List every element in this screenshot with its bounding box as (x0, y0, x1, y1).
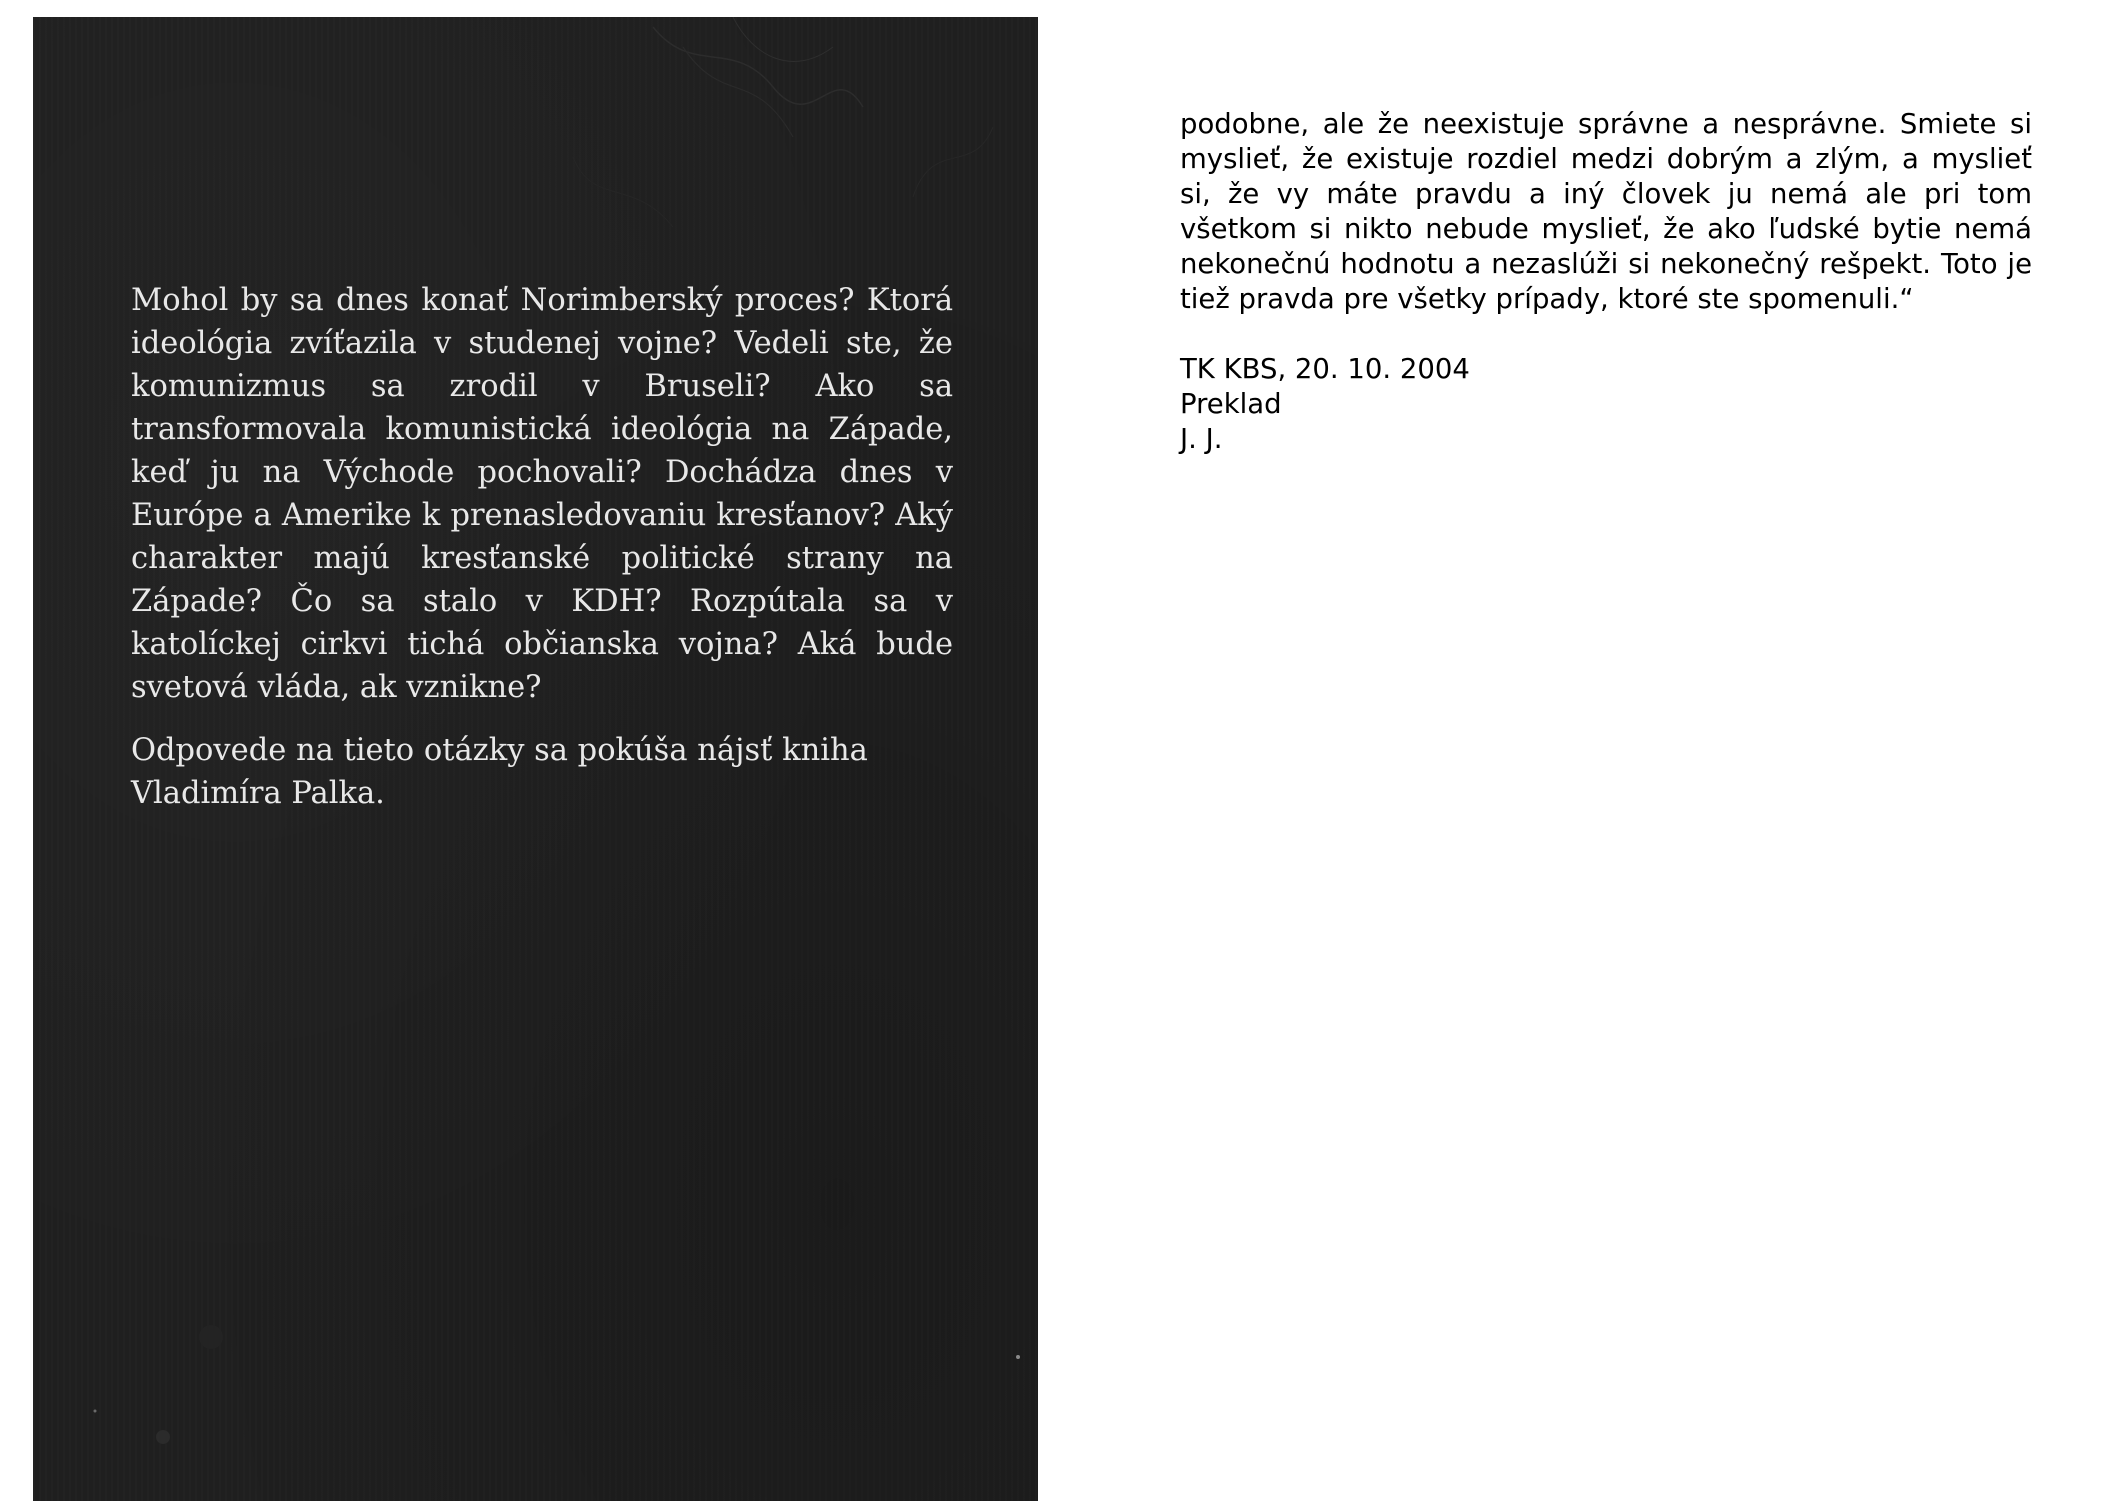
translation-note: Preklad (1180, 388, 1282, 420)
document-text (1180, 107, 2032, 457)
cover-blurb (131, 279, 953, 835)
book-back-cover (33, 17, 1038, 1501)
document-paragraph: podobne, ale že neexistuje správne a nesprávne. Smiete si myslieť, že existuje rozdiel medzi dobrým a zlým, a myslieť si, že vy máte pravdu a iný človek ju nemá ale pri tom všetkom si nikto nebude myslieť, že ako ľudské bytie nemá nekonečnú hodnotu a nezaslúži si nekonečný rešpekt. Toto je tiež pravda pre všetky prípady, ktoré ste spomenuli.“ (1180, 108, 2032, 315)
cover-blurb-questions: Mohol by sa dnes konať Norimberský proces? Ktorá ideológia zvíťazila v studenej vojne? Vedeli ste, že komunizmus sa zrodil v Bruseli? Ako sa transformovala komunistická ideológia na Západe, keď ju na Východe pochovali? Dochádza dnes v Európe a Amerike k prenasledovaniu kresťanov? Aký charakter majú kresťanské politické strany na Západe? Čo sa stalo v KDH? Rozpútala sa v katolíckej cirkvi tichá občianska vojna? Aká bude svetová vláda, ak vznikne? (131, 283, 953, 705)
document-signature (1180, 352, 2032, 457)
source-line: TK KBS, 20. 10. 2004 (1180, 353, 1470, 385)
translator-initials: J. J. (1180, 423, 1223, 455)
cover-blurb-answer: Odpovede na tieto otázky sa pokúša nájsť kniha Vladimíra Palka. (131, 733, 868, 811)
